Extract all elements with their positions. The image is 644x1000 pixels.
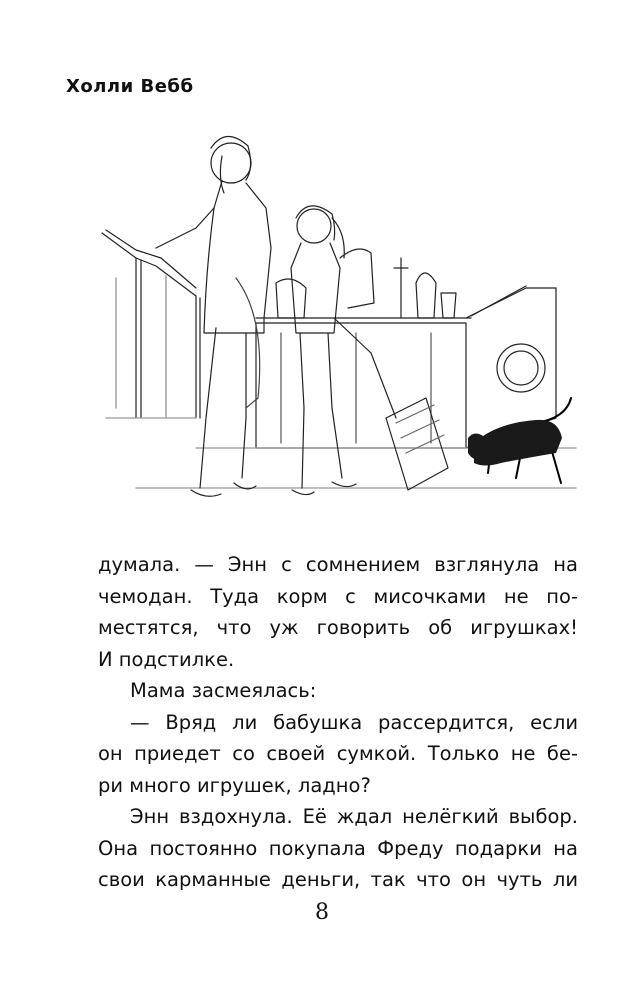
text-line: свои карманные деньги, так что он чуть ли xyxy=(98,868,578,891)
body-text xyxy=(98,549,578,896)
text-line: — Вряд ли бабушка рассердится, если xyxy=(130,710,578,734)
text-line: И подстилке. xyxy=(98,647,235,671)
text-line: думала. — Энн с сомнением взглянула на xyxy=(98,553,578,576)
text-line: Мама засмеялась: xyxy=(130,679,317,702)
illustration xyxy=(96,118,586,538)
text-line: Она постоянно покупала Фреду подарки на xyxy=(98,836,578,860)
text-line: ри много игрушек, ладно? xyxy=(98,773,371,797)
page-number: 8 xyxy=(315,900,329,925)
running-header: Холли Вебб xyxy=(66,76,194,97)
text-line: местятся, что уж говорить об игрушках! xyxy=(98,616,578,639)
text-line: он приедет со своей сумкой. Только не бе- xyxy=(98,742,578,765)
text-line: Энн вздохнула. Её ждал нелёгкий выбор. xyxy=(130,805,578,828)
text-line: чемодан. Туда корм с мисочками не по- xyxy=(98,584,578,608)
